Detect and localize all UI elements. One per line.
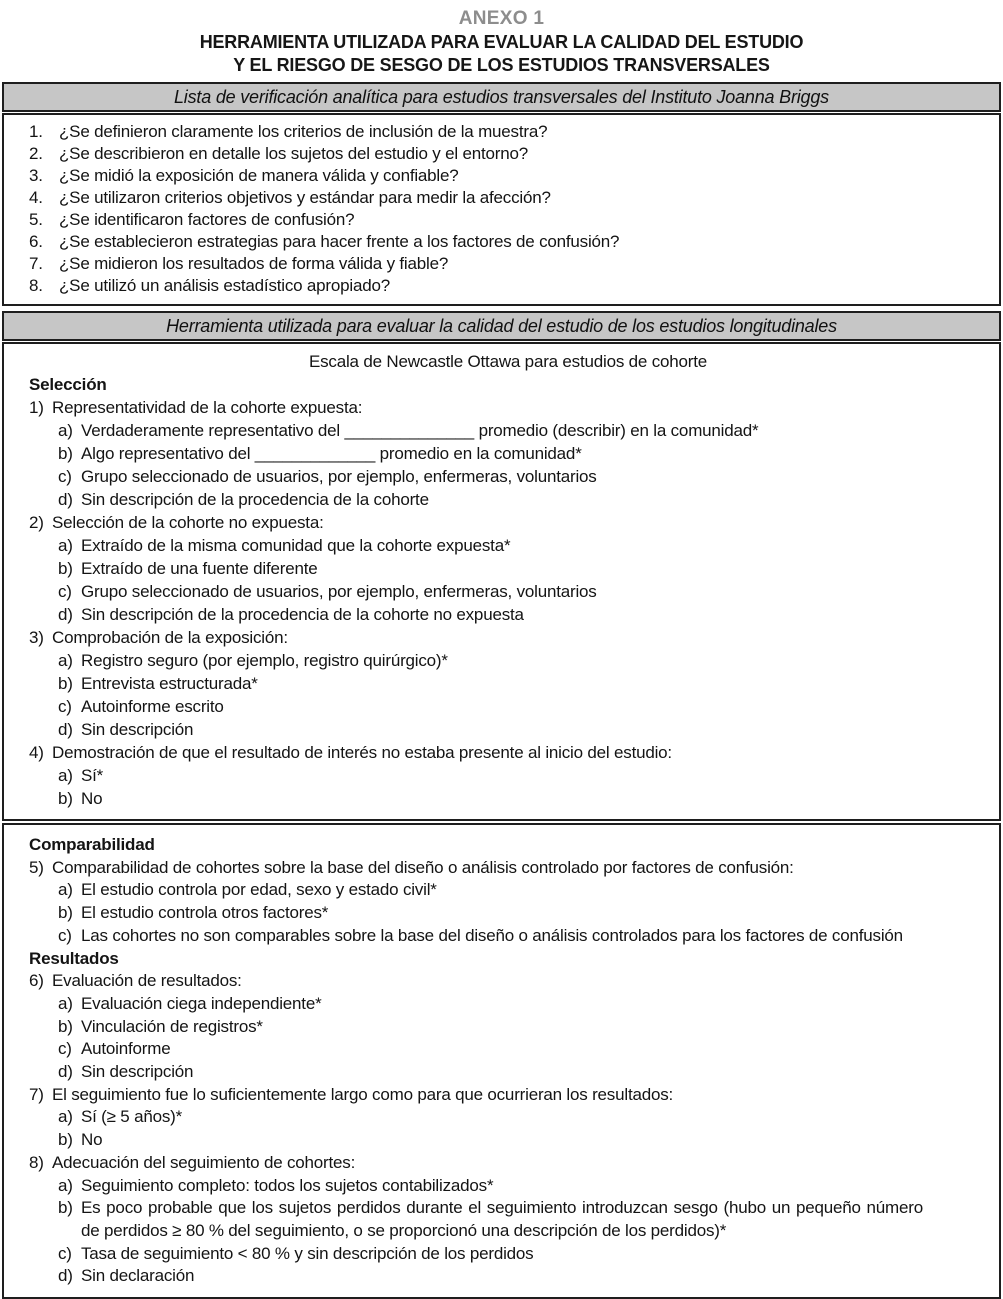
- item-number: 1.: [29, 122, 43, 141]
- nos-section-header-bar: [2, 311, 1001, 341]
- outline-subitem: [29, 925, 987, 948]
- item-letter: a): [58, 536, 73, 555]
- item-text: Autoinforme escrito: [81, 697, 224, 716]
- nos-section-header-text: Herramienta utilizada para evaluar la calidad del estudio de los estudios longitudinales: [166, 315, 837, 336]
- item-letter: a): [58, 766, 73, 785]
- item-text: El seguimiento fue lo suficientemente largo como para que ocurrieran los resultados:: [52, 1084, 674, 1104]
- outline-subitem: [29, 695, 987, 718]
- item-text: Extraído de una fuente diferente: [81, 559, 318, 578]
- outline-item: [29, 626, 987, 649]
- item-number: 6.: [29, 232, 43, 251]
- outline-subitem: [29, 557, 987, 580]
- nos-scale-title: Escala de Newcastle Ottawa para estudios de cohorte: [308, 352, 708, 371]
- item-text: El estudio controla por edad, sexo y estado civil*: [81, 880, 437, 900]
- section-heading-comparabilidad: Comparabilidad: [29, 835, 155, 854]
- item-number: 4): [29, 743, 44, 762]
- outline-subitem: [29, 764, 987, 787]
- item-text: ¿Se definieron claramente los criterios de inclusión de la muestra?: [59, 122, 548, 141]
- item-text: ¿Se establecieron estrategias para hacer frente a los factores de confusión?: [59, 232, 620, 251]
- item-text: Grupo seleccionado de usuarios, por ejemplo, enfermeras, voluntarios: [81, 582, 597, 601]
- item-letter: c): [58, 925, 72, 945]
- annex-title: ANEXO 1: [458, 8, 545, 29]
- item-text: No: [81, 789, 103, 808]
- outline-subitem: [29, 1265, 987, 1288]
- outline-item: [29, 857, 987, 880]
- item-letter: a): [58, 1175, 73, 1195]
- outline-subitem: [29, 1106, 987, 1129]
- item-letter: d): [58, 720, 73, 739]
- item-letter: c): [58, 697, 72, 716]
- checklist-item: [29, 165, 987, 187]
- item-number: 1): [29, 398, 44, 417]
- item-text: ¿Se utilizó un análisis estadístico apropiado?: [59, 276, 390, 295]
- outline-item: [29, 741, 987, 764]
- outline-subitem: [29, 879, 987, 902]
- item-number: 7): [29, 1084, 44, 1104]
- item-text: ¿Se midió la exposición de manera válida y confiable?: [59, 166, 459, 185]
- item-letter: b): [58, 444, 73, 463]
- item-letter: b): [58, 1198, 73, 1218]
- item-text: Sin descripción: [81, 1062, 194, 1082]
- jbi-section-header-bar: [2, 82, 1001, 112]
- item-text: Sin descripción: [81, 720, 194, 739]
- item-letter: b): [58, 1130, 73, 1150]
- outline-subitem: [29, 419, 987, 442]
- item-text: Adecuación del seguimiento de cohortes:: [52, 1152, 356, 1172]
- outline-subitem: [29, 787, 987, 810]
- outline-subitem: [29, 465, 987, 488]
- item-number: 6): [29, 971, 44, 991]
- item-text: Sí (≥ 5 años)*: [81, 1107, 183, 1127]
- item-text: Es poco probable que los sujetos perdidos durante el seguimiento introduzcan sesgo (hubo un pequeño número de perdidos ≥ 80 % del seguimiento, o se proporcionó una descripción de los perdidos)*: [81, 1198, 923, 1240]
- item-text: Verdaderamente representativo del ______________ promedio (describir) en la comunidad*: [81, 421, 759, 440]
- item-number: 2): [29, 513, 44, 532]
- item-text: Representatividad de la cohorte expuesta:: [52, 398, 363, 417]
- item-number: 3.: [29, 166, 43, 185]
- checklist-item: [29, 187, 987, 209]
- outline-subitem: [29, 442, 987, 465]
- item-letter: d): [58, 490, 73, 509]
- item-text: Entrevista estructurada*: [81, 674, 258, 693]
- checklist-item: [29, 253, 987, 275]
- item-text: Sin declaración: [81, 1266, 195, 1286]
- outline-subitem: [29, 649, 987, 672]
- item-text: Sin descripción de la procedencia de la cohorte no expuesta: [81, 605, 524, 624]
- outline-subitem: [29, 1061, 987, 1084]
- outline-subitem: [29, 718, 987, 741]
- item-text: Autoinforme: [81, 1039, 171, 1059]
- item-text: ¿Se utilizaron criterios objetivos y estándar para medir la afección?: [59, 188, 551, 207]
- item-number: 8.: [29, 276, 43, 295]
- item-text: No: [81, 1130, 103, 1150]
- outline-subitem: [29, 1129, 987, 1152]
- outline-subitem: [29, 1175, 987, 1198]
- document-subtitle-line2: Y EL RIESGO DE SESGO DE LOS ESTUDIOS TRANSVERSALES: [233, 55, 770, 75]
- item-text: ¿Se describieron en detalle los sujetos del estudio y el entorno?: [59, 144, 528, 163]
- item-letter: d): [58, 1266, 73, 1286]
- item-letter: a): [58, 1107, 73, 1127]
- item-letter: a): [58, 880, 73, 900]
- item-letter: c): [58, 1243, 72, 1263]
- outline-subitem: [29, 1016, 987, 1039]
- item-letter: c): [58, 1039, 72, 1059]
- outline-item: [29, 1084, 987, 1107]
- item-text: Comparabilidad de cohortes sobre la base del diseño o análisis controlado por factores de confusión:: [52, 857, 794, 877]
- nos-selection-box: [2, 342, 1001, 821]
- item-text: Vinculación de registros*: [81, 1016, 263, 1036]
- item-letter: a): [58, 651, 73, 670]
- item-letter: b): [58, 903, 73, 923]
- item-text: ¿Se midieron los resultados de forma válida y fiable?: [59, 254, 449, 273]
- outline-item: [29, 396, 987, 419]
- checklist-item: [29, 209, 987, 231]
- item-number: 7.: [29, 254, 43, 273]
- checklist-item: [29, 231, 987, 253]
- item-number: 2.: [29, 144, 43, 163]
- checklist-item: [29, 275, 987, 297]
- outline-subitem: [29, 1197, 987, 1242]
- item-text: Extraído de la misma comunidad que la cohorte expuesta*: [81, 536, 511, 555]
- item-letter: a): [58, 421, 73, 440]
- item-text: Seguimiento completo: todos los sujetos contabilizados*: [81, 1175, 494, 1195]
- outline-subitem: [29, 580, 987, 603]
- item-text: Comprobación de la exposición:: [52, 628, 288, 647]
- item-number: 5.: [29, 210, 43, 229]
- item-number: 3): [29, 628, 44, 647]
- outline-subitem: [29, 603, 987, 626]
- item-text: Sí*: [81, 766, 104, 785]
- outline-subitem: [29, 993, 987, 1016]
- nos-comparability-results-box: [2, 823, 1001, 1299]
- item-text: Sin descripción de la procedencia de la cohorte: [81, 490, 429, 509]
- document-subtitle-line1: HERRAMIENTA UTILIZADA PARA EVALUAR LA CALIDAD DEL ESTUDIO: [199, 32, 804, 52]
- item-text: Evaluación de resultados:: [52, 971, 242, 991]
- item-text: El estudio controla otros factores*: [81, 903, 329, 923]
- item-number: 4.: [29, 188, 43, 207]
- item-letter: b): [58, 559, 73, 578]
- outline-subitem: [29, 488, 987, 511]
- jbi-checklist-box: [2, 113, 1001, 306]
- item-text: Evaluación ciega independiente*: [81, 993, 322, 1013]
- item-letter: c): [58, 582, 72, 601]
- item-number: 5): [29, 857, 44, 877]
- section-heading-resultados: Resultados: [29, 948, 119, 968]
- outline-item: [29, 511, 987, 534]
- document-header: [0, 0, 1003, 77]
- jbi-section-header-text: Lista de verificación analítica para estudios transversales del Instituto Joanna Briggs: [174, 86, 829, 107]
- item-text: Grupo seleccionado de usuarios, por ejemplo, enfermeras, voluntarios: [81, 467, 597, 486]
- checklist-item: [29, 121, 987, 143]
- item-letter: b): [58, 674, 73, 693]
- outline-item: [29, 970, 987, 993]
- item-letter: b): [58, 1016, 73, 1036]
- item-text: Algo representativo del _____________ promedio en la comunidad*: [81, 444, 582, 463]
- item-letter: c): [58, 467, 72, 486]
- outline-subitem: [29, 534, 987, 557]
- item-text: Registro seguro (por ejemplo, registro quirúrgico)*: [81, 651, 448, 670]
- item-number: 8): [29, 1152, 44, 1172]
- section-heading-seleccion: Selección: [29, 375, 107, 394]
- item-letter: a): [58, 993, 73, 1013]
- checklist-item: [29, 143, 987, 165]
- item-letter: d): [58, 605, 73, 624]
- item-letter: d): [58, 1062, 73, 1082]
- item-text: ¿Se identificaron factores de confusión?: [59, 210, 355, 229]
- outline-subitem: [29, 672, 987, 695]
- item-text: Las cohortes no son comparables sobre la base del diseño o análisis controlados para los factores de confusión: [81, 925, 903, 945]
- item-text: Selección de la cohorte no expuesta:: [52, 513, 324, 532]
- item-text: Demostración de que el resultado de interés no estaba presente al inicio del estudio:: [52, 743, 672, 762]
- outline-subitem: [29, 1243, 987, 1266]
- outline-subitem: [29, 902, 987, 925]
- outline-item: [29, 1152, 987, 1175]
- item-text: Tasa de seguimiento < 80 % y sin descripción de los perdidos: [81, 1243, 534, 1263]
- item-letter: b): [58, 789, 73, 808]
- outline-subitem: [29, 1038, 987, 1061]
